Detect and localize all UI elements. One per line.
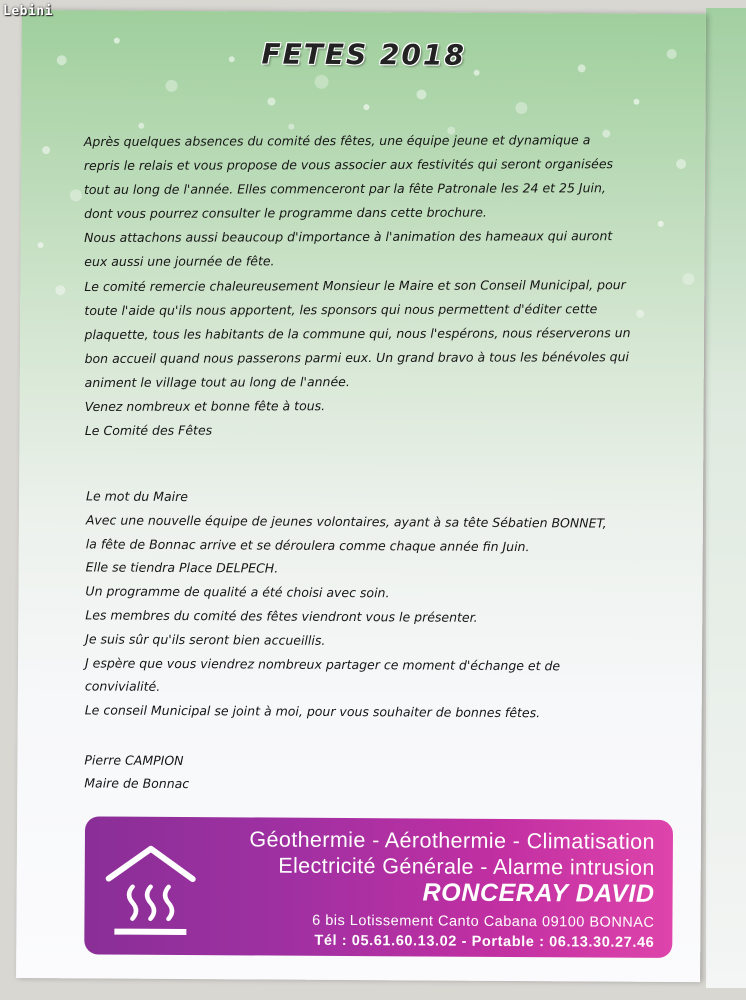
intro-line: Le comité remercie chaleureusement Monsieur le Maire et son Conseil Municipal, pour	[84, 276, 626, 294]
intro-line: plaquette, tous les habitants de la commune qui, nous l'espérons, nous réserverons un	[84, 324, 631, 342]
intro-line: animent le village tout au long de l'année.	[84, 374, 350, 390]
signature	[84, 748, 189, 795]
house-heat-icon	[102, 843, 199, 940]
maire-line: Les membres du comité des fêtes viendront vous le présenter.	[85, 607, 478, 625]
maire-line: Je suis sûr qu'ils seront bien accueillis.	[85, 631, 326, 648]
maire-line: convivialité.	[84, 678, 161, 695]
maire-line: Elle se tiendra Place DELPECH.	[85, 559, 279, 576]
intro-line: tout au long de l'année. Elles commenceront par la fête Patronale les 24 et 25 Juin,	[83, 180, 606, 198]
signature-role: Maire de Bonnac	[84, 775, 190, 792]
maire-line: Un programme de qualité a été choisi avec soin.	[85, 583, 390, 601]
maire-line: Avec une nouvelle équipe de jeunes volontaires, ayant à sa tête Sébatien BONNET,	[85, 512, 607, 531]
ad-services-line-1: Géothermie - Aérothermie - Climatisation	[249, 827, 656, 854]
intro-line: repris le relais et vous propose de vous associer aux festivités qui seront organisées	[83, 156, 614, 174]
watermark-logo: Lebini	[3, 4, 53, 19]
maire-heading: Le mot du Maire	[85, 488, 188, 505]
sponsor-ad	[84, 816, 673, 958]
ad-address: 6 bis Lotissement Canto Cabana 09100 BONNAC	[312, 912, 655, 931]
ad-phones: Tél : 05.61.60.13.02 - Portable : 06.13.30.27.46	[314, 932, 655, 951]
page-title: FETES 2018	[261, 37, 466, 72]
intro-line: Le Comité des Fêtes	[84, 422, 213, 439]
next-page-edge	[706, 8, 746, 988]
intro-line: Venez nombreux et bonne fête à tous.	[84, 398, 326, 415]
intro-text	[84, 128, 631, 443]
brochure-page	[16, 10, 706, 982]
intro-line: bon accueil quand nous passerons parmi eux. Un grand bravo à tous les bénévoles qui	[84, 348, 630, 366]
ad-services-line-2: Electricité Générale - Alarme intrusion	[278, 853, 655, 880]
intro-line: Nous attachons aussi beaucoup d'importance à l'animation des hameaux qui auront	[84, 228, 613, 246]
intro-line: Après quelques absences du comité des fêtes, une équipe jeune et dynamique a	[83, 132, 591, 150]
maire-message	[85, 484, 607, 725]
intro-line: toute l'aide qu'ils nous apportent, les sponsors qui nous permettent d'éditer cette	[84, 300, 598, 318]
maire-line: J espère que vous viendrez nombreux partager ce moment d'échange et de	[84, 654, 561, 673]
maire-line: la fête de Bonnac arrive et se déroulera comme chaque année fin Juin.	[85, 535, 530, 554]
maire-line: Le conseil Municipal se joint à moi, pour vous souhaiter de bonnes fêtes.	[84, 702, 541, 721]
signature-name: Pierre CAMPION	[84, 752, 184, 769]
intro-line: eux aussi une journée de fête.	[84, 253, 275, 270]
ad-company-name: RONCERAY DAVID	[422, 878, 655, 908]
intro-line: dont vous pourrez consulter le programme dans cette brochure.	[84, 204, 487, 222]
